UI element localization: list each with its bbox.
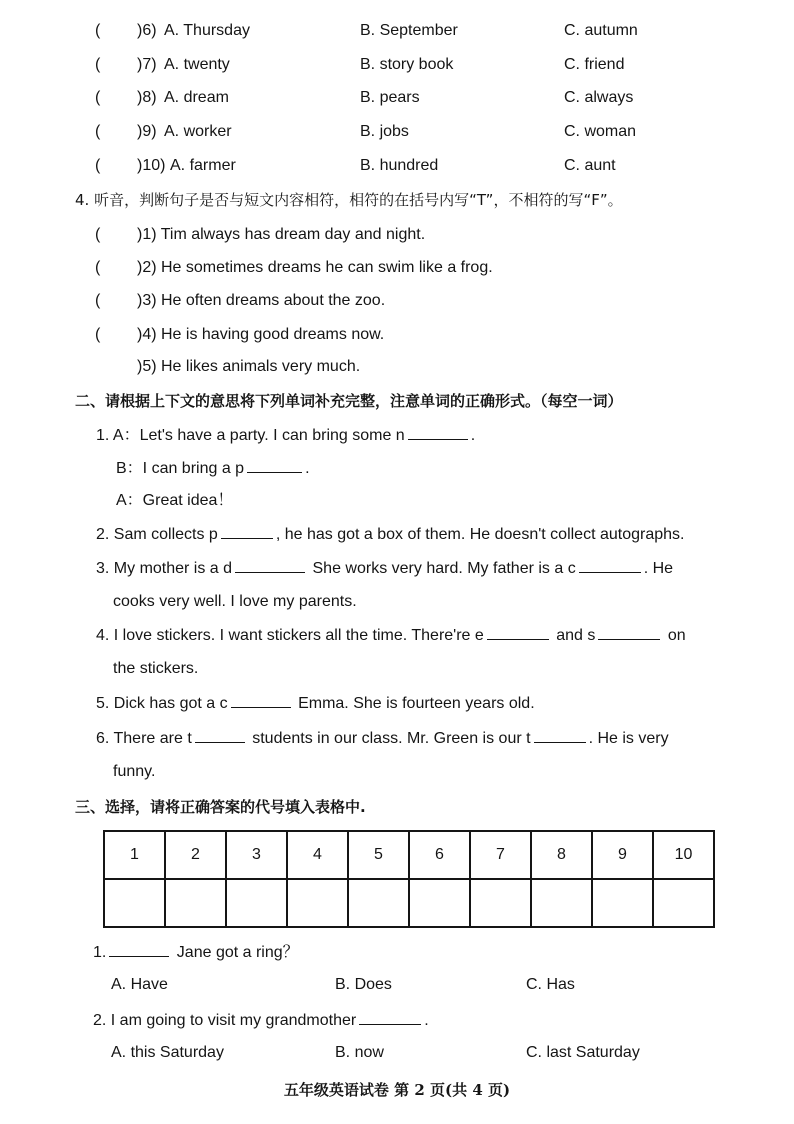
mc-q2-end: . [424,1012,429,1029]
answer-cell[interactable] [165,879,226,927]
fill-blank[interactable] [408,425,468,440]
option-c: C. aunt [564,157,616,174]
answer-cell[interactable] [592,879,653,927]
q1b-text: B：I can bring a p [116,460,245,477]
part3-q1 [93,942,299,963]
mc-q2-option-c: C. last Saturday [526,1044,640,1061]
q1a-text: 1. A：Let's have a party. I can bring some n [96,427,405,444]
fill-blank[interactable] [221,524,273,539]
answer-table-header-cell: 3 [226,831,287,879]
mc-q1-number: 1. [93,944,107,961]
answer-cell[interactable] [226,879,287,927]
tf-sentence: )3) He often dreams about the zoo. [137,292,386,309]
answer-paren-open: ( [95,89,101,106]
answer-table-header-cell: 8 [531,831,592,879]
answer-paren-open: ( [95,226,101,243]
answer-paren-open: ( [95,292,101,309]
answer-table-header-cell: 7 [470,831,531,879]
option-c: C. friend [564,56,625,73]
part2-heading: 二、请根据上下文的意思将下列单词补充完整，注意单词的正确形式。（每空一词） [75,392,623,410]
part2-q1-line-b [116,458,310,479]
q4-end: on [667,627,686,644]
tf-sentence: )5) He likes animals very much. [137,358,361,375]
fill-blank[interactable] [195,728,245,743]
mc-q2-option-b: B. now [335,1044,384,1061]
fill-blank[interactable] [235,558,305,573]
q6-mid: students in our class. Mr. Green is our t [252,730,531,747]
answer-table-header-cell: 6 [409,831,470,879]
q4-mid: and s [556,627,596,644]
answer-paren-open: ( [95,123,101,140]
tf-sentence: )1) Tim always has dream day and night. [137,226,426,243]
option-c: C. autumn [564,22,638,39]
answer-paren-open: ( [95,326,101,343]
answer-cell[interactable] [348,879,409,927]
q4-text: 4. I love stickers. I want stickers all the time. There're e [96,627,484,644]
option-b: B. jobs [360,123,409,140]
fill-blank[interactable] [247,458,302,473]
fill-blank[interactable] [231,693,291,708]
answer-table-header-cell: 4 [287,831,348,879]
answer-table-header-cell: 2 [165,831,226,879]
answer-cell[interactable] [287,879,348,927]
mc-q1-option-a: A. Have [111,976,168,993]
q5-text: 5. Dick has got a c [96,695,228,712]
q1b-end: . [305,460,310,477]
option-a: A. Thursday [164,22,250,39]
mc-q1-option-b: B. Does [335,976,392,993]
fill-blank[interactable] [534,728,586,743]
option-b: B. pears [360,89,420,106]
part2-q3-line2: cooks very well. I love my parents. [113,593,357,610]
answer-table-header-cell: 1 [104,831,165,879]
part3-q2 [93,1010,429,1031]
part2-q4 [96,625,686,646]
answer-table-header-cell: 10 [653,831,714,879]
answer-paren-open: ( [95,259,101,276]
item-number: )7) [137,56,157,73]
part3-heading: 三、选择，请将正确答案的代号填入表格中. [75,798,366,816]
part2-q1-line-c: A：Great idea！ [116,492,234,509]
answer-paren-open: ( [95,56,101,73]
section4-heading: 4. 听音，判断句子是否与短文内容相符，相符的在括号内写“T”，不相符的写“F”。 [75,191,623,209]
fill-blank[interactable] [359,1010,421,1025]
tf-sentence: )2) He sometimes dreams he can swim like a frog. [137,259,493,276]
tf-sentence: )4) He is having good dreams now. [137,326,385,343]
item-number: )8) [137,89,157,106]
option-b: B. September [360,22,458,39]
answer-paren-open: ( [95,22,101,39]
part2-q6-line2: funny. [113,763,156,780]
answer-cell[interactable] [409,879,470,927]
item-number: )9) [137,123,157,140]
answer-table-header-cell: 9 [592,831,653,879]
part2-q6 [96,728,669,749]
answer-table-header-cell: 5 [348,831,409,879]
answer-cell[interactable] [470,879,531,927]
mc-q2-option-a: A. this Saturday [111,1044,224,1061]
q6-end: . He is very [588,730,669,747]
q5-end: Emma. She is fourteen years old. [298,695,535,712]
q2-text: 2. Sam collects p [96,526,218,543]
option-b: B. hundred [360,157,439,174]
answer-paren-open: ( [95,157,101,174]
fill-blank[interactable] [598,625,660,640]
fill-blank[interactable] [487,625,549,640]
q3-end: . He [643,560,674,577]
option-a: A. dream [164,89,229,106]
fill-blank[interactable] [109,942,169,957]
fill-blank[interactable] [579,558,641,573]
item-number: )6) [137,22,157,39]
option-c: C. woman [564,123,637,140]
mc-q1-option-c: C. Has [526,976,575,993]
mc-q2-text: 2. I am going to visit my grandmother [93,1012,357,1029]
answer-table-answer-row [104,879,714,927]
answer-cell[interactable] [104,879,165,927]
answer-cell[interactable] [653,879,714,927]
answer-cell[interactable] [531,879,592,927]
mc-q1-text: Jane got a ring？ [176,944,299,961]
option-c: C. always [564,89,634,106]
answer-table [103,830,715,928]
page-footer: 五年级英语试卷 第 2 页(共 4 页) [283,1081,511,1099]
q1a-end: . [470,427,476,444]
q3-text: 3. My mother is a d [96,560,233,577]
q2-end: , he has got a box of them. He doesn't collect autographs. [275,526,685,543]
q3-mid: She works very hard. My father is a c [312,560,576,577]
answer-table-header-row [104,831,714,879]
q6-text: 6. There are t [96,730,192,747]
part2-q3 [96,558,673,579]
option-a: A. farmer [170,157,236,174]
item-number: )10) [137,157,166,174]
option-b: B. story book [360,56,454,73]
part2-q4-line2: the stickers. [113,660,199,677]
part2-q1-line-a [96,425,475,446]
part2-q2 [96,524,684,545]
part2-q5 [96,693,535,714]
option-a: A. worker [164,123,232,140]
option-a: A. twenty [164,56,230,73]
